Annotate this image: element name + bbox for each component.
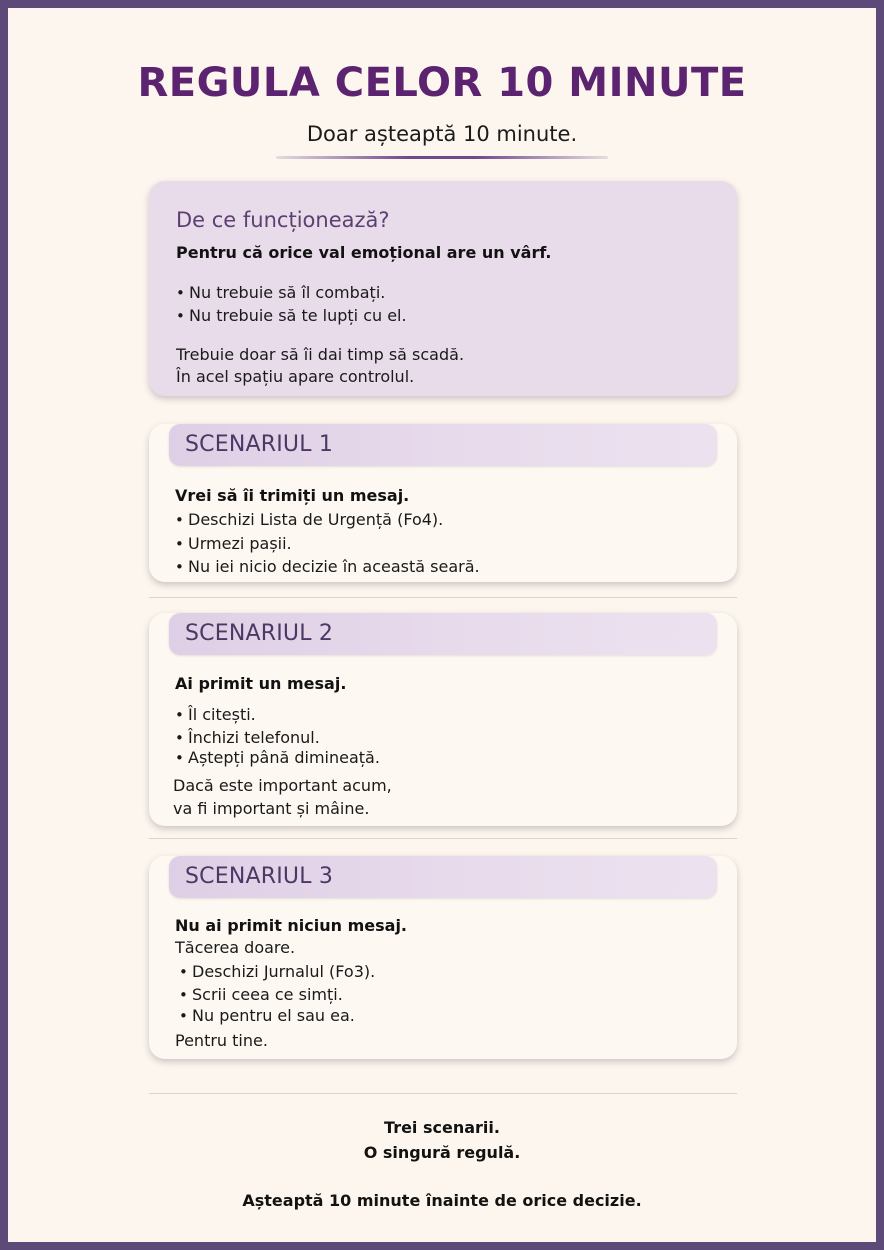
scenario-header (169, 424, 717, 466)
why-lead: Pentru că orice val emoțional are un vârf. (176, 243, 552, 262)
scenario-lead: Nu ai primit niciun mesaj. (175, 916, 408, 935)
page-subtitle: Doar așteaptă 10 minute. (306, 122, 578, 146)
scenario-card-3 (149, 856, 737, 1059)
scenario-bullet: • Închizi telefonul. (175, 727, 320, 749)
why-bullet: • Nu trebuie să te lupți cu el. (176, 305, 407, 327)
scenario-bullet: • Îl citești. (175, 704, 256, 726)
scenario-bullet: • Scrii ceea ce simți. (179, 984, 343, 1006)
footer-line: Trei scenarii. (384, 1118, 500, 1137)
scenario-label: SCENARIUL 3 (185, 864, 334, 889)
scenario-bullet: • Deschizi Jurnalul (Fo3). (179, 961, 375, 983)
footer-line: O singură regulă. (363, 1143, 521, 1162)
scenario-card-1 (149, 424, 737, 582)
scenario-bullet: • Nu iei nicio decizie în această seară. (175, 556, 480, 578)
scenario-card-2 (149, 613, 737, 826)
scenario-bullet: • Aștepți până dimineață. (175, 747, 380, 769)
scenario-header (169, 856, 717, 898)
page-title: REGULA CELOR 10 MINUTE (137, 60, 747, 106)
title-divider (276, 156, 608, 159)
why-closing-line: În acel spațiu apare controlul. (176, 367, 415, 386)
why-heading: De ce funcționează? (176, 208, 390, 232)
scenario-header (169, 613, 717, 655)
why-bullet: • Nu trebuie să îl combați. (176, 282, 385, 304)
scenario-closing-line: Pentru tine. (175, 1031, 268, 1050)
scenario-bullet: • Deschizi Lista de Urgență (Fo4). (175, 509, 443, 531)
scenario-label: SCENARIUL 2 (185, 621, 334, 646)
scenario-lead: Ai primit un mesaj. (175, 674, 347, 693)
why-card (149, 181, 737, 396)
scenario-label: SCENARIUL 1 (185, 432, 334, 457)
footer-rule: Așteaptă 10 minute înainte de orice decizie. (242, 1191, 642, 1210)
section-divider (149, 838, 737, 839)
scenario-closing-line: va fi important și mâine. (173, 799, 370, 818)
scenario-lead: Vrei să îi trimiți un mesaj. (175, 486, 410, 505)
scenario-closing-line: Dacă este important acum, (173, 776, 392, 795)
section-divider (149, 597, 737, 598)
page (8, 8, 876, 1242)
section-divider (149, 1093, 737, 1094)
why-closing-line: Trebuie doar să îi dai timp să scadă. (176, 345, 465, 364)
scenario-bullet: • Urmezi pașii. (175, 533, 292, 555)
scenario-bullet: • Nu pentru el sau ea. (179, 1005, 355, 1027)
scenario-sublead: Tăcerea doare. (175, 938, 296, 957)
